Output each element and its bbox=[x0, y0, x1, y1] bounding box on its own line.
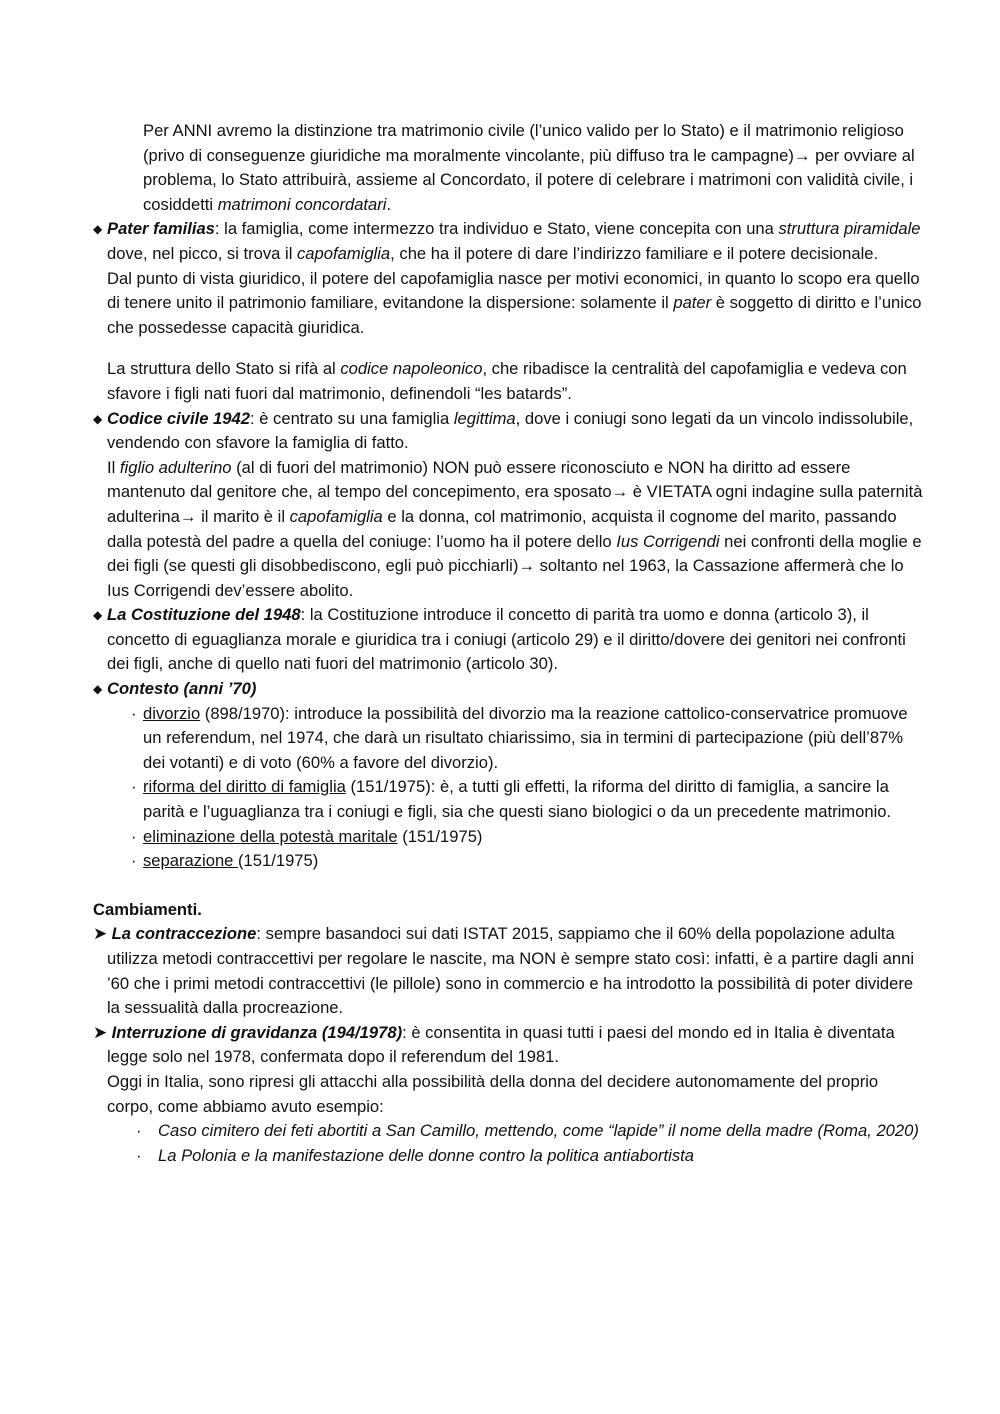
list-item-contraccezione: ➤ La contraccezione: sempre basandoci sui dati ISTAT 2015, sappiamo che il 60% della popolazione adulta utilizza metodi contraccettivi per regolare le nascite, ma NON è sempre stato così: infatti, è a partire dagli anni ’60 che i primi metodi contraccettivi (le pillole) sono in commercio e ha introdotto la possibilità di poter dividere la sessualità dalla procreazione. bbox=[93, 924, 915, 1018]
example-item-polonia: · La Polonia e la manifestazione delle donne contro la politica antiabortista bbox=[93, 1144, 923, 1169]
contesto-item-riforma: · riforma del diritto di famiglia (151/1975): è, a tutti gli effetti, la riforma del diritto di famiglia, a sancire la parità e l’uguaglianza tra i coniugi e figli, sia che questi siano biologici o da un precedente matrimonio. bbox=[131, 777, 892, 822]
diamond-bullet-icon: ◆ bbox=[93, 608, 103, 623]
diamond-bullet-icon: ◆ bbox=[93, 411, 103, 426]
list-item-pater-familias: ◆ Pater familias: la famiglia, come intermezzo tra individuo e Stato, viene concepita con una struttura piramidale dove, nel picco, si trova il capofamiglia, che ha il potere di dare l’indirizzo familiare e il potere decisionale. Dal punto di vista giuridico, il potere del capofamiglia nasce per motivi economici, in quanto lo scopo era quello di tenere unito il patrimonio familiare, evitandone la dispersione: solamente il pater è soggetto di diritto e l’unico che possedesse capacità giuridica. La struttura dello Stato si rifà al codice napoleonico, che ribadisce la centralità del capofamiglia e vedeva con sfavore i figli nati fuori dal matrimonio, definendoli “les batards”. bbox=[93, 217, 923, 406]
arrow-icon: → bbox=[611, 482, 629, 502]
costituzione-title: La Costituzione del 1948 bbox=[107, 605, 301, 625]
paragraph-matrimonio: Per ANNI avremo la distinzione tra matrimonio civile (l’unico valido per lo Stato) e il matrimonio religioso (privo di conseguenze giuridiche ma moralmente vincolante, più diffuso tra le campagne)→ per ovviare al problema, lo Stato attribuirà, assieme al Concordato, il potere di celebrare i matrimoni con validità civile, i cosiddetti matrimoni concordatari. bbox=[143, 121, 915, 214]
dot-bullet-icon: · bbox=[131, 826, 137, 846]
list-item-interruzione: ➤ Interruzione di gravidanza (194/1978): è consentita in quasi tutti i paesi del mondo ed in Italia è diventata legge solo nel 1978, confermata dopo il referendum del 1981. Oggi in Italia, sono ripresi gli attacchi alla possibilità della donna del decidere autonomamente del proprio corpo, come abbiamo avuto esempio: bbox=[93, 1021, 923, 1119]
codice-title: Codice civile 1942 bbox=[107, 408, 250, 428]
arrowhead-bullet-icon: ➤ bbox=[93, 924, 108, 944]
codice-paragraph-2: Il figlio adulterino (al di fuori del matrimonio) NON può essere riconosciuto e NON ha diritto ad essere mantenuto dal genitore che, al tempo del concepimento, era sposato→ è VIETATA ogni indagine sulla paternità adulterina→ il marito è il capofamiglia e la donna, col matrimonio, acquista il cognome del marito, passando dalla potestà del padre a quella del coniuge: l’uomo ha il potere dello Ius Corrigendi nei confronti della moglie e dei figli (se questi gli disobbediscono, egli può picchiarli)→ soltanto nel 1963, la Cassazione affermerà che lo Ius Corrigendi dev’essere abolito. bbox=[107, 457, 923, 600]
arrowhead-bullet-icon: ➤ bbox=[93, 1022, 108, 1042]
arrow-icon: → bbox=[179, 506, 197, 526]
contesto-item-separazione: · separazione (151/1975) bbox=[93, 849, 923, 874]
list-item-codice-civile: ◆ Codice civile 1942: è centrato su una famiglia legittima, dove i coniugi sono legati da un vincolo indissolubile, vendendo con sfavore la famiglia di fatto. Il figlio adulterino (al di fuori del matrimonio) NON può essere riconosciuto e NON ha diritto ad essere mantenuto dal genitore che, al tempo del concepimento, era sposato→ è VIETATA ogni indagine sulla paternità adulterina→ il marito è il capofamiglia e la donna, col matrimonio, acquista il cognome del marito, passando dalla potestà del padre a quella del coniuge: l’uomo ha il potere dello Ius Corrigendi nei confronti della moglie e dei figli (se questi gli disobbediscono, egli può picchiarli)→ soltanto nel 1963, la Cassazione affermerà che lo Ius Corrigendi dev’essere abolito. bbox=[93, 407, 923, 604]
dot-bullet-icon: · bbox=[136, 1121, 142, 1141]
dot-bullet-icon: · bbox=[131, 851, 137, 871]
contesto-item-potesta: · eliminazione della potestà maritale (151/1975) bbox=[93, 825, 923, 850]
diamond-bullet-icon: ◆ bbox=[93, 222, 103, 237]
pater-paragraph-3: La struttura dello Stato si rifà al codice napoleonico, che ribadisce la centralità del capofamiglia e vedeva con sfavore i figli nati fuori dal matrimonio, definendoli “les batards”. bbox=[107, 359, 907, 403]
example-item-san-camillo: · Caso cimitero dei feti abortiti a San Camillo, mettendo, come “lapide” il nome della madre (Roma, 2020) bbox=[93, 1119, 923, 1144]
pater-title: Pater familias bbox=[107, 219, 215, 239]
list-item-costituzione: ◆ La Costituzione del 1948: la Costituzione introduce il concetto di parità tra uomo e donna (articolo 3), il concetto di eguaglianza morale e giuridica tra i coniugi (articolo 29) e il diritto/dovere dei genitori nei confronti dei figli, anche di quello nati fuori del matrimonio (articolo 30). bbox=[93, 605, 906, 674]
contesto-title: Contesto (anni ’70) bbox=[107, 679, 257, 699]
diamond-bullet-icon: ◆ bbox=[93, 682, 103, 697]
dot-bullet-icon: · bbox=[136, 1145, 142, 1165]
arrow-icon: → bbox=[793, 145, 811, 165]
dot-bullet-icon: · bbox=[131, 777, 137, 797]
cambiamenti-heading: Cambiamenti. bbox=[93, 899, 202, 919]
pater-paragraph-2: Dal punto di vista giuridico, il potere del capofamiglia nasce per motivi economici, in quanto lo scopo era quello di tenere unito il patrimonio familiare, evitandone la dispersione: solamente il pater è soggetto di diritto e l’unico che possedesse capacità giuridica. bbox=[107, 268, 922, 337]
interruzione-paragraph-2: Oggi in Italia, sono ripresi gli attacchi alla possibilità della donna del decidere autonomamente del proprio corpo, come abbiamo avuto esempio: bbox=[107, 1071, 879, 1116]
dot-bullet-icon: · bbox=[131, 703, 137, 723]
document-body bbox=[93, 119, 923, 1168]
list-item-contesto bbox=[93, 677, 923, 702]
arrow-icon: → bbox=[518, 556, 535, 576]
contesto-item-divorzio: · divorzio (898/1970): introduce la possibilità del divorzio ma la reazione cattolico-conservatrice promuove un referendum, nel 1974, che darà un risultato chiarissimo, sia in termini di partecipazione (più dell’87% dei votanti) e di voto (60% a favore del divorzio). bbox=[131, 703, 908, 772]
